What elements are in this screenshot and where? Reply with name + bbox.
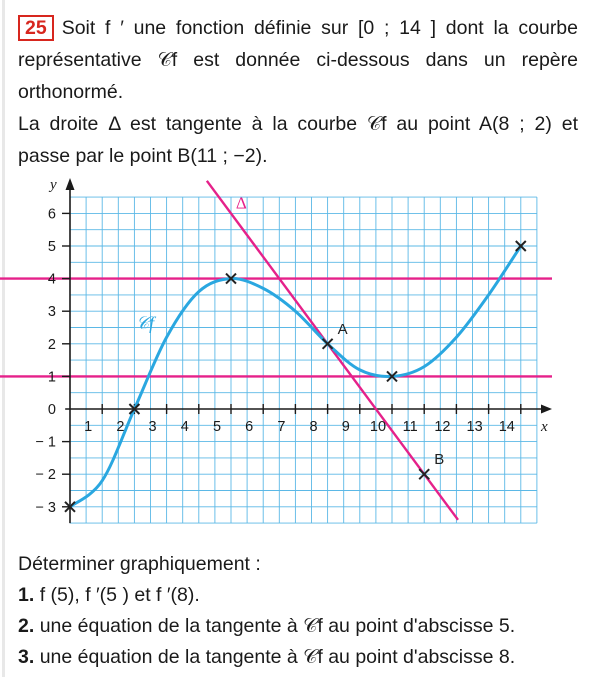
x-tick-label: 12 [434,419,451,435]
x-tick-label: 10 [369,419,387,435]
questions [18,549,583,673]
x-tick-label: 2 [116,419,125,435]
point-label: B [434,451,445,469]
y-axis-arrow-icon [66,178,75,190]
statement-line-1 [18,12,578,44]
statement-line-5: passe par le point B(11 ; −2). [18,145,268,167]
y-tick-label: 5 [47,239,56,255]
x-axis-label: x [541,419,548,435]
x-tick-label: 13 [466,419,483,435]
x-tick-label: 11 [402,419,418,435]
y-tick-label: 4 [47,271,56,288]
x-tick-label: 7 [277,419,286,435]
question-2 [18,611,583,642]
statement-line-2: représentative 𝒞f est donnée ci-dessous dans un repère [18,49,578,71]
question-2-number: 2. [18,615,35,637]
x-tick-label: 1 [84,419,93,435]
y-tick-label: − 1 [35,434,56,451]
statement-line-4: La droite Δ est tangente à la courbe 𝒞f au point A(8 ; 2) et [18,113,578,135]
question-2-text: une équation de la tangente à 𝒞f au point d'abscisse 5. [39,615,516,637]
axis-labels [35,177,548,516]
curve-label: 𝒞f [136,313,155,334]
x-axis-arrow-icon [541,405,552,414]
question-1-text: f (5), f ′(5 ) et f ′(8). [39,584,200,606]
x-tick-label: 8 [309,419,318,435]
question-1-number: 1. [18,584,35,606]
statement-text-1: Soit f ′ une fonction définie sur [0 ; 14 ] dont la courbe [61,17,578,39]
x-tick-label: 14 [498,419,515,435]
statement-line-3: orthonormé. [18,81,124,103]
questions-intro: Déterminer graphiquement : [18,553,261,575]
x-tick-label: 5 [212,419,222,435]
y-tick-label: 3 [47,304,56,321]
grid [70,197,537,523]
y-tick-label: 2 [47,336,56,353]
point-label: A [337,320,348,338]
x-tick-label: 6 [245,419,254,435]
question-3-number: 3. [18,646,35,668]
tangent-label: Δ [235,193,247,213]
origin-label: 0 [47,402,56,418]
function-graph [0,172,590,542]
x-tick-label: 4 [180,419,189,435]
x-tick-label: 9 [341,419,350,435]
y-tick-label: 6 [47,206,56,223]
x-tick-label: 3 [148,419,157,435]
exercise-statement [18,12,578,172]
question-3 [18,642,583,673]
y-tick-label: − 3 [35,499,56,516]
exercise-number: 25 [18,15,54,41]
y-tick-label: 1 [47,369,56,386]
question-1 [18,580,583,611]
y-tick-label: − 2 [35,467,56,484]
y-axis-label: y [50,177,57,193]
question-3-text: une équation de la tangente à 𝒞f au point d'abscisse 8. [39,646,516,668]
